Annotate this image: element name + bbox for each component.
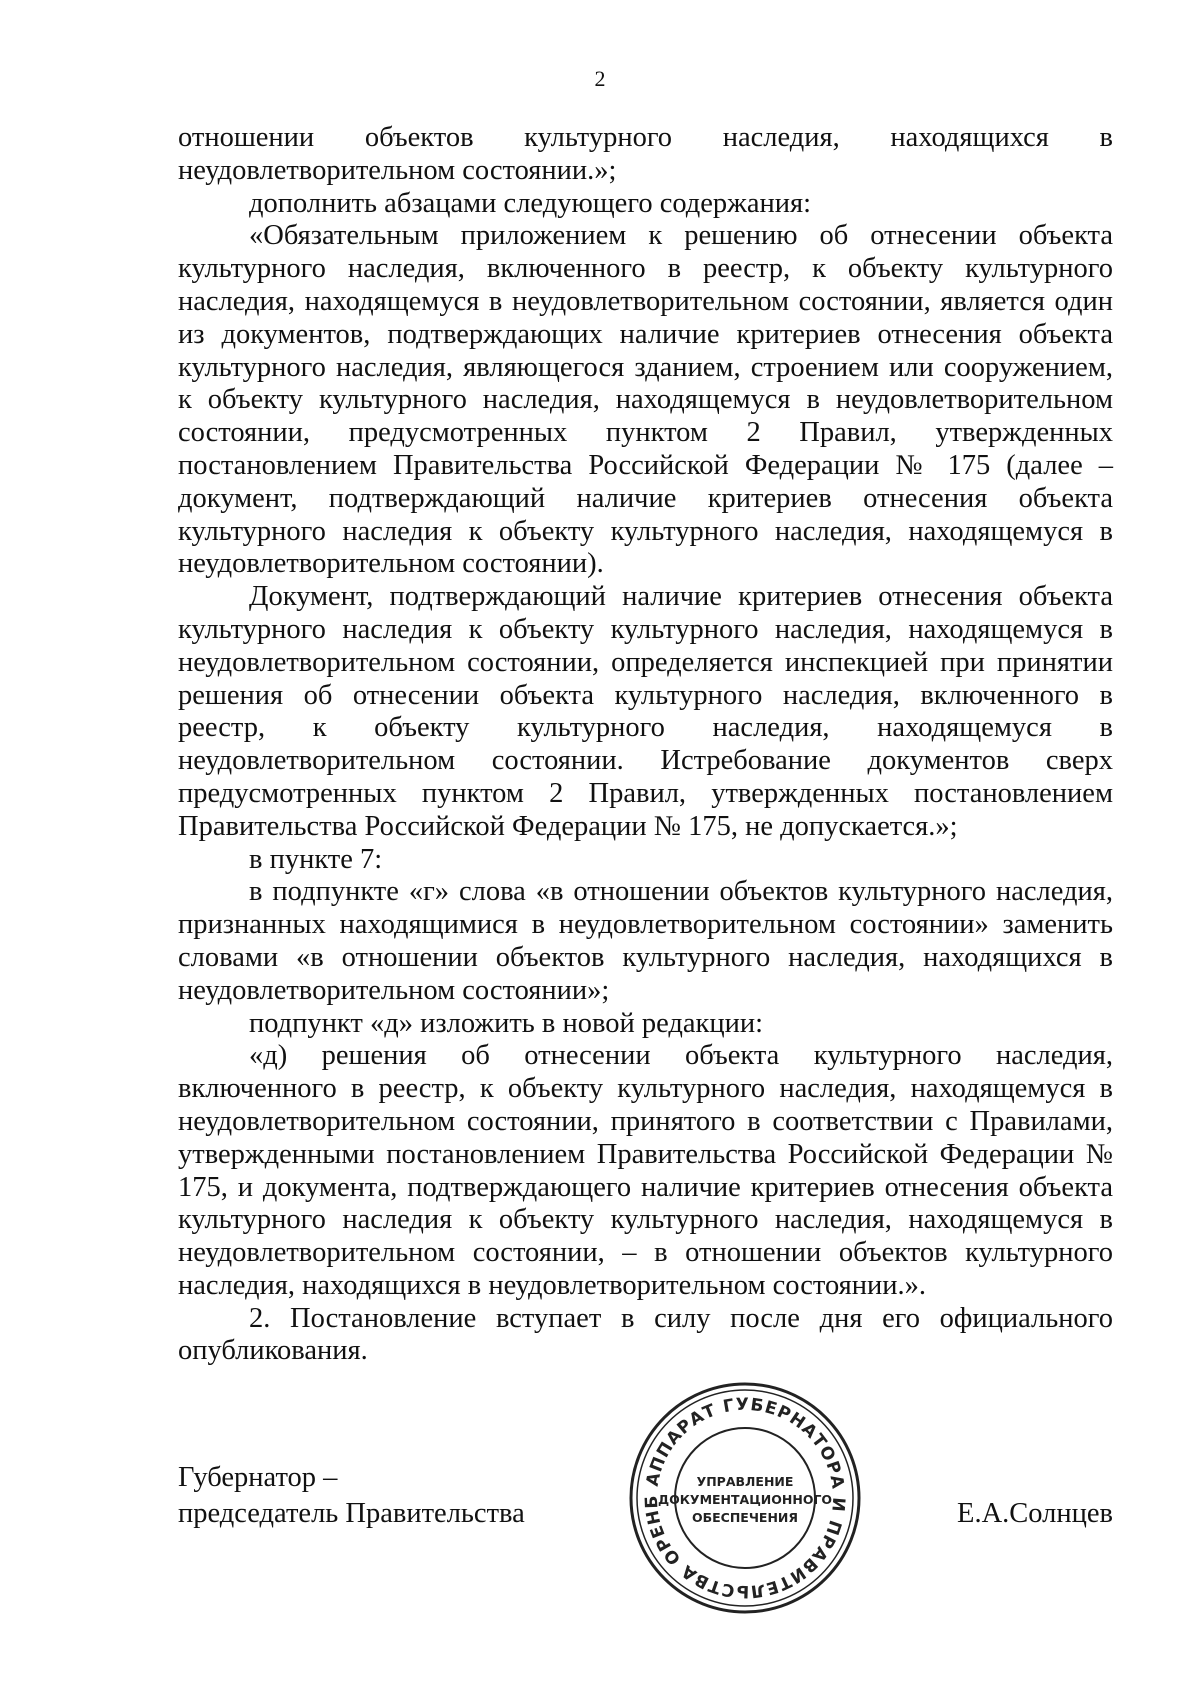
page-number: 2 xyxy=(594,66,606,91)
seal-outer-text: АППАРАТ ГУБЕРНАТОРА И ПРАВИТЕЛЬСТВА ОРЕНБ xyxy=(641,1394,849,1602)
paragraph-subpoint-d-intro: подпункт «д» изложить в новой редакции: xyxy=(249,1007,764,1039)
seal-center-line2: ДОКУМЕНТАЦИОННОГО xyxy=(657,1492,833,1507)
seal-center-line3: ОБЕСПЕЧЕНИЯ xyxy=(691,1510,799,1525)
signatory-name: Е.А.Солнцев xyxy=(957,1498,1113,1529)
paragraph-subpoint-d-text: «д) решения об отнесении объекта культурного наследия, включенного в реестр, к объекту культурного наследия, находящемуся в неудовлетворительном состоянии, принятого в соответствии с Правилами, утвержденными постановлением Правительства Российской Федерации № 175, и документа, подтверждающего наличие критериев отнесения объекта культурного наследия к объекту культурного наследия, находящемуся в неудовлетворительном состоянии, – в отношении объектов культурного наследия, находящихся в неудовлетворительном состоянии.». xyxy=(178,1040,1113,1301)
seal-center-line1: УПРАВЛЕНИЕ xyxy=(696,1474,794,1489)
paragraph-amend-intro: дополнить абзацами следующего содержания: xyxy=(249,187,812,219)
signatory-position-line1: Губернатор – xyxy=(178,1462,338,1493)
official-seal-stamp xyxy=(625,1378,865,1618)
signatory-position-line2: председатель Правительства xyxy=(178,1498,525,1529)
paragraph-entry-into-force: 2. Постановление вступает в силу после дня его официального опубликования. xyxy=(178,1302,1113,1367)
paragraph-point-7: в пункте 7: xyxy=(249,843,383,875)
signatory-position xyxy=(178,1460,525,1532)
document-body xyxy=(178,122,1113,1368)
paragraph-document-definition: Документ, подтверждающий наличие критериев отнесения объекта культурного наследия к объекту культурного наследия, находящемуся в неудовлетворительном состоянии, определяется инспекцией при принятии решения об отнесении объекта культурного наследия, включенного в реестр, к объекту культурного наследия, находящемуся в неудовлетворительном состоянии. Истребование документов сверх предусмотренных пунктом 2 Правил, утвержденных постановлением Правительства Российской Федерации № 175, не допускается.»; xyxy=(178,581,1113,842)
paragraph-continuation: отношении объектов культурного наследия, находящихся в неудовлетворительном состоянии.»; xyxy=(178,122,1113,186)
paragraph-subpoint-g: в подпункте «г» слова «в отношении объектов культурного наследия, признанных находящимися в неудовлетворительном состоянии» заменить словами «в отношении объектов культурного наследия, находящихся в неудовлетворительном состоянии»; xyxy=(178,876,1113,1006)
paragraph-mandatory-attachment: «Обязательным приложением к решению об отнесении объекта культурного наследия, включенного в реестр, к объекту культурного наследия, находящемуся в неудовлетворительном состоянии, является один из документов, подтверждающих наличие критериев отнесения объекта культурного наследия, являющегося зданием, строением или сооружением, к объекту культурного наследия, находящемуся в неудовлетворительном состоянии, предусмотренных пунктом 2 Правил, утвержденных постановлением Правительства Российской Федерации № 175 (далее – документ, подтверждающий наличие критериев отнесения объекта культурного наследия к объекту культурного наследия, находящемуся в неудовлетворительном состоянии). xyxy=(178,220,1113,580)
